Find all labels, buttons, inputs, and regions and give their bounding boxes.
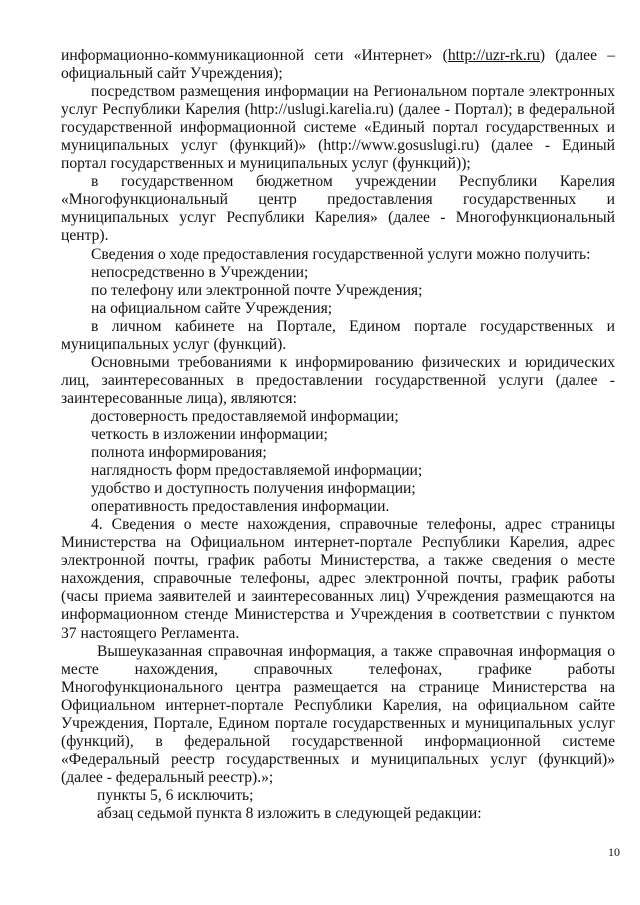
list-item: наглядность форм предоставляемой информации; [91,462,423,480]
paragraph-item-4: 4. Сведения о месте нахождения, справочные телефоны, адрес страницы Министерства на Официальном интернет-портале Республики Карелия, адрес электронной почты, график работы Министерства, а также сведения о месте нахождения, справочные телефоны, адрес электронной почты, график работы (часы приема заявителей и заинтересованных лиц) Учреждения размещаются на информационном стенде Министерства и Учреждения в соответствии с пунктом 37 настоящего Регламента. [61,516,615,642]
list-item: по телефону или электронной почте Учреждения; [91,281,423,299]
website-link[interactable]: http://uzr-rk.ru [447,47,540,64]
paragraph-mfc: в государственном бюджетном учреждении Республики Карелия «Многофункциональный центр предоставления государственных и муниципальных услуг Республики Карелия» (далее - Многофункциональный центр). [61,173,615,245]
list-item: четкость в изложении информации; [91,425,328,443]
paragraph-requirements: Основными требованиями к информированию физических и юридических лиц, заинтересованных в предоставлении государственной услуги (далее - заинтересованные лица), являются: [61,353,615,407]
paragraph-exclude: пункты 5, 6 исключить; [97,786,254,804]
paragraph-portal: посредством размещения информации на Региональном портале электронных услуг Республики Карелия (http://uslugi.karelia.ru) (далее - Портал); в федеральной государственной информационной системе «Единый портал государственных и муниципальных услуг (функций)» (http://www.gosuslugi.ru) (далее - Единый портал государственных и муниципальных услуг (функций)); [61,83,615,173]
paragraph-reference-info: Вышеуказанная справочная информация, а также справочная информация о месте нахождения, справочных телефонах, графике работы Многофункционального центра размещается на странице Министерства на Официальном интернет-портале Республики Карелия, на официальном сайте Учреждения, Портале, Едином портале государственных и муниципальных услуг (функций), в федеральной государственной информационной системе «Федеральный реестр государственных и муниципальных услуг (функций)» (далее - федеральный реестр).»; [61,642,615,786]
list-item: в личном кабинете на Портале, Едином портале государственных и муниципальных услуг (функций). [61,317,615,353]
paragraph-website: информационно-коммуникационной сети «Интернет» (http://uzr-rk.ru) (далее – официальный сайт Учреждения); [61,47,615,83]
paragraph-amendment: абзац седьмой пункта 8 изложить в следующей редакции: [97,804,482,822]
list-item: удобство и доступность получения информации; [91,480,416,498]
list-item: на официальном сайте Учреждения; [91,299,333,317]
list-item: достоверность предоставляемой информации; [91,407,399,425]
list-item: непосредственно в Учреждении; [91,263,309,281]
paragraph-status-info: Сведения о ходе предоставления государственной услуги можно получить: [91,245,591,263]
body-text [61,47,615,823]
page-number: 10 [608,845,620,859]
list-item: полнота информирования; [91,444,267,462]
list-item: оперативность предоставления информации. [91,498,390,516]
